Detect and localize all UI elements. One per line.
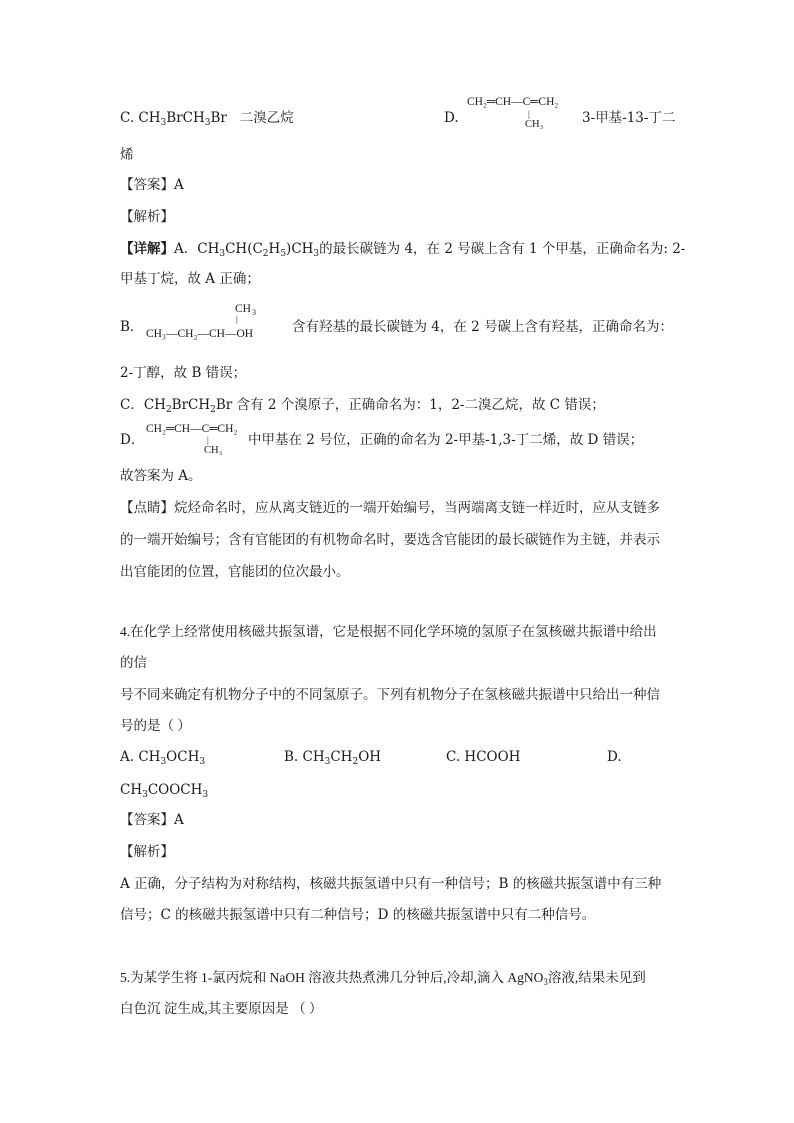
q3-tip-line2: 的一端开始编号；含有官能团的有机物命名时，要选含官能团的最长碳链作为主链，并表示	[120, 532, 660, 547]
q3-analysis-b-text: 含有羟基的最长碳链为 4，在 2 号碳上含有羟基，正确命名为：	[292, 319, 674, 335]
q3-analysis-b-line2: 2-丁醇，故 B 错误；	[120, 365, 247, 381]
q3-d-formula: CH₂═CH—C═CH₂ | CH₃	[146, 423, 238, 456]
q4-answer: 【答案】A	[120, 812, 184, 828]
q3-answer: 【答案】A	[120, 177, 184, 193]
q3-tip-line3: 出官能团的位置，官能团的位次最小。	[120, 564, 350, 579]
q3-tip-line1: 【点睛】烷烃命名时，应从离支链近的一端开始编号，当两端离支链一样近时，应从支链多	[120, 500, 660, 515]
q3-option-d-label: D.	[444, 110, 459, 126]
q4-option-a: A. $CH_3OCH_3$	[120, 749, 206, 767]
q5-stem-line1: 5.为某学生将 1-氯丙烷和 NaOH 溶液共热煮沸几分钟后,冷却,滴入 AgNO$_3$溶液,结果未见到	[120, 970, 646, 987]
q3-analysis-c: C．$CH_2BrCH_2Br$ 含有 2 个溴原子，正确命名为：1，2-二溴乙烷，故 C 错误；	[120, 397, 605, 415]
q4-analysis-line2: 信号；C 的核磁共振氢谱中只有二种信号；D 的核磁共振氢谱中只有二种信号。	[120, 907, 596, 923]
q4-option-b: B. $CH_3CH_2OH$	[284, 749, 382, 767]
q3-analysis-tag: 【解析】	[120, 209, 174, 225]
q4-option-c: C. HCOOH	[446, 749, 521, 765]
q4-stem-line2: 的信	[120, 655, 147, 670]
q3-option-d-formula: CH₂═CH—C═CH₂ | CH₃	[467, 96, 559, 130]
q4-stem-line3: 号不同来确定有机物分子中的不同氢原子。下列有机物分子在氢核磁共振谱中只给出一种信	[120, 687, 660, 702]
q3-analysis-b-label: B．	[120, 319, 144, 335]
q4-option-d: D.	[607, 749, 622, 765]
q3-conclusion: 故答案为 A。	[120, 468, 202, 484]
q3-option-d-name: 3-甲基-13-丁二	[582, 110, 676, 126]
q4-stem-line1: 4.在化学上经常使用核磁共振氢谱，它是根据不同化学环境的氢原子在氢核磁共振谱中给出	[120, 624, 657, 639]
q3-analysis-d-text: 中甲基在 2 号位，正确的命名为 2-甲基-1,3-丁二烯，故 D 错误；	[248, 432, 644, 448]
q3-analysis-a-line1: 【详解】A．$CH_3CH(C_2H_5)CH_3$的最长碳链为 4，在 2 号碳上含有 1 个甲基，正确命名为: 2-	[120, 241, 686, 259]
q5-stem-line2: 白色沉 淀生成,其主要原因是 （ ）	[120, 1001, 323, 1016]
q4-analysis-line1: A 正确，分子结构为对称结构，核磁共振氢谱中只有一种信号；B 的核磁共振氢谱中有三种	[120, 876, 662, 892]
q3-option-d-name-cont: 烯	[120, 147, 134, 163]
q4-stem-line4: 号的是（ ）	[120, 718, 191, 733]
q3-b-formula: CH 3 | CH₃—CH₂—CH—OH	[146, 303, 256, 340]
q3-analysis-d-label: D．	[120, 432, 145, 448]
q3-option-c: C. $CH_3BrCH_3Br$ 二溴乙烷	[120, 110, 294, 128]
q3-analysis-a-line2: 甲基丁烷，故 A 正确；	[120, 271, 260, 287]
q4-option-d-formula: $CH_3COOCH_3$	[120, 782, 209, 800]
q4-analysis-tag: 【解析】	[120, 844, 174, 860]
